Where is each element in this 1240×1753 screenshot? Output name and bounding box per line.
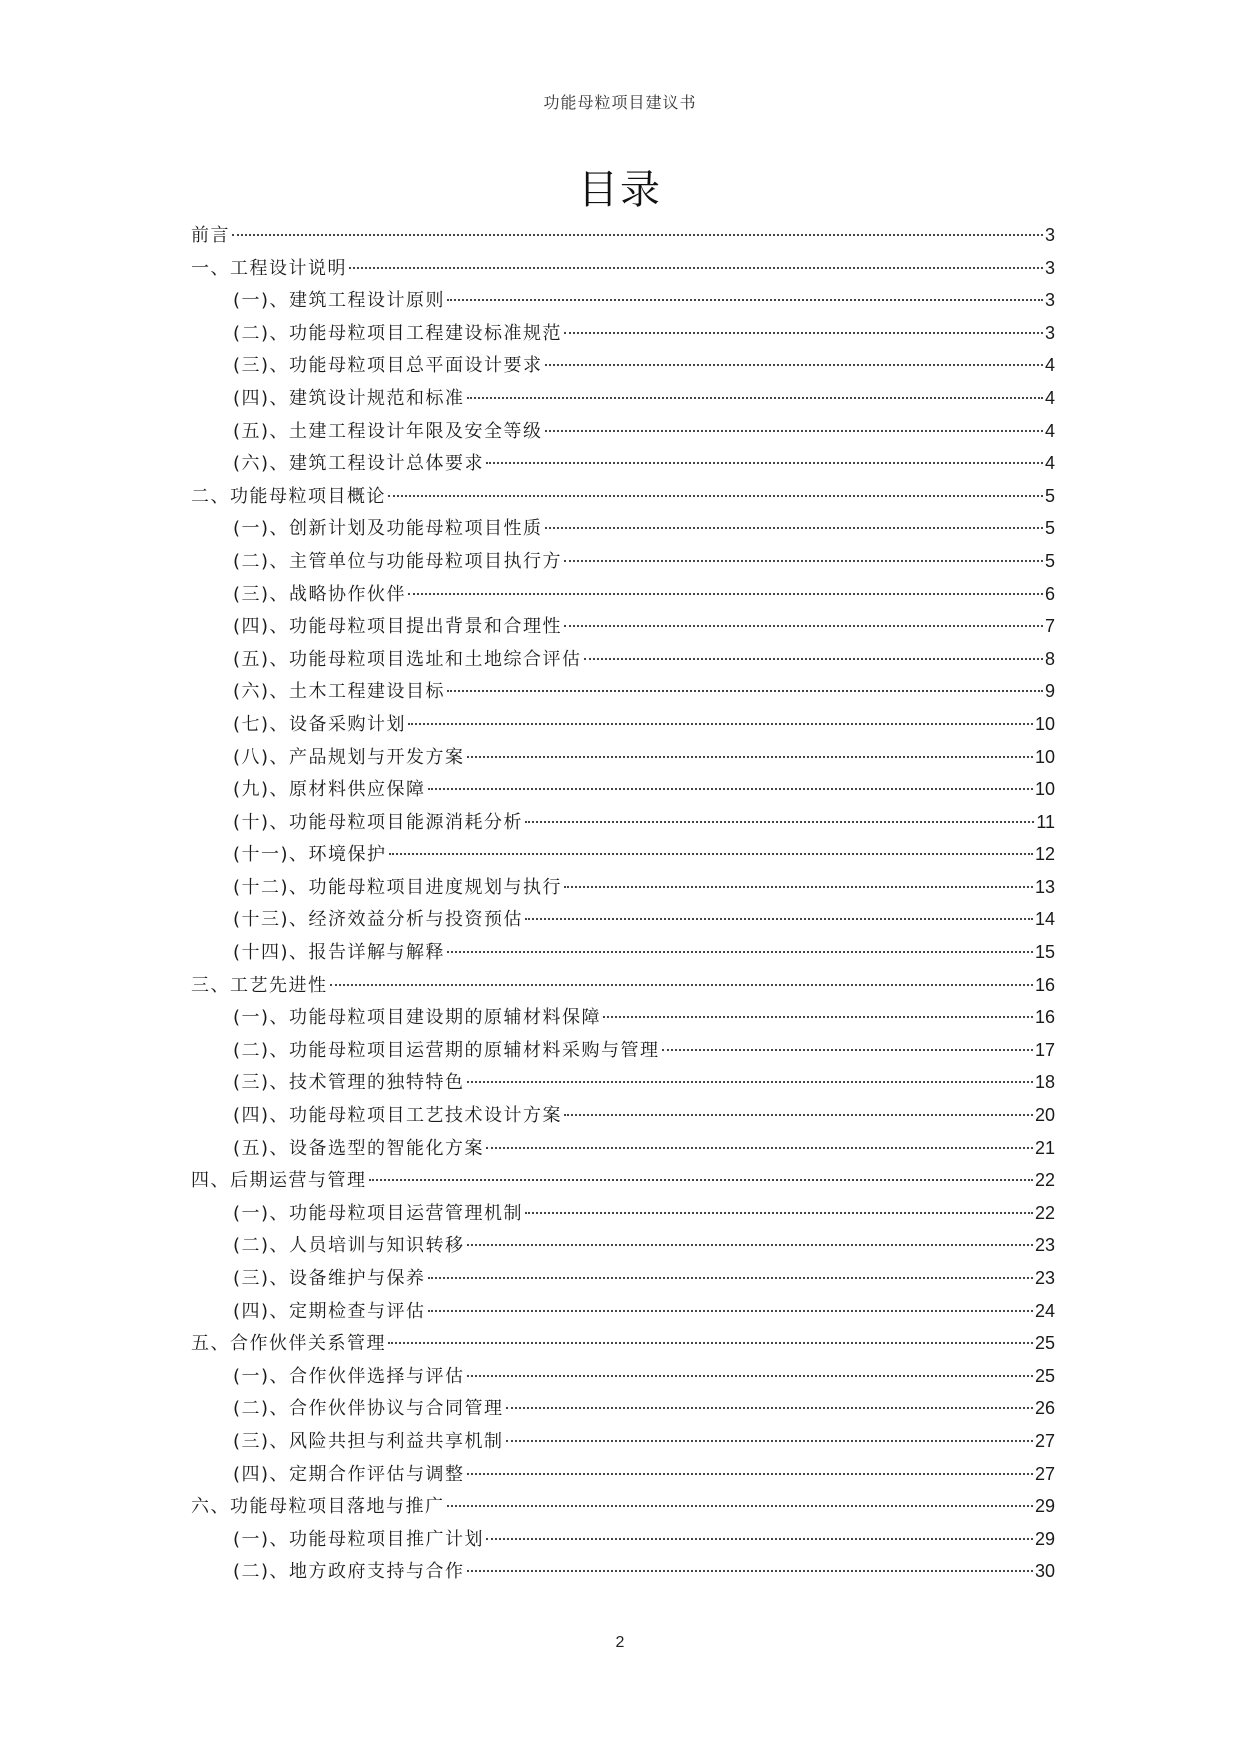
toc-entry-label: (三)、战略协作伙伴 [233,583,407,605]
toc-entry-page: 29 [1034,1528,1055,1549]
toc-dot-leader [330,984,1033,986]
toc-subsection-entry[interactable] [191,708,1055,741]
toc-entry-page: 29 [1034,1496,1055,1517]
toc-entry-page: 10 [1034,746,1055,767]
toc-dot-leader [428,1277,1033,1279]
toc-entry-label: 四、后期运营与管理 [191,1170,367,1192]
toc-subsection-entry[interactable] [191,1425,1055,1458]
toc-dot-leader [447,951,1033,953]
toc-entry-label: (六)、土木工程建设目标 [233,681,446,703]
toc-entry-page: 3 [1044,225,1055,245]
toc-entry-page: 13 [1034,876,1055,897]
toc-entry-label: (二)、主管单位与功能母粒项目执行方 [233,550,563,572]
toc-dot-leader [564,332,1043,334]
toc-dot-leader [525,918,1033,920]
toc-entry-page: 4 [1044,387,1055,408]
toc-section-entry[interactable] [191,252,1055,285]
toc-subsection-entry[interactable] [191,1099,1055,1132]
toc-entry-page: 3 [1044,322,1055,343]
toc-entry-page: 30 [1034,1561,1055,1582]
toc-entry-page: 17 [1034,1039,1055,1060]
toc-dot-leader [545,364,1043,366]
toc-entry-page: 23 [1034,1235,1055,1256]
toc-subsection-entry[interactable] [191,741,1055,774]
toc-subsection-entry[interactable] [191,1132,1055,1165]
toc-subsection-entry[interactable] [191,512,1055,545]
toc-entry-label: (二)、人员培训与知识转移 [233,1235,465,1257]
toc-subsection-entry[interactable] [191,1262,1055,1295]
toc-dot-leader [232,234,1043,236]
toc-entry-page: 18 [1034,1072,1055,1093]
toc-dot-leader [408,723,1033,725]
toc-entry-page: 24 [1034,1300,1055,1321]
toc-title: 目录 [578,167,662,213]
toc-subsection-entry[interactable] [191,447,1055,480]
toc-entry-label: (五)、土建工程设计年限及安全等级 [233,420,543,442]
toc-entry-page: 7 [1044,616,1055,637]
toc-dot-leader [467,1244,1033,1246]
toc-entry-page: 4 [1044,453,1055,474]
toc-entry-page: 3 [1044,290,1055,311]
toc-entry-page: 10 [1034,779,1055,800]
toc-dot-leader [525,821,1034,823]
toc-entry-page: 3 [1044,257,1055,278]
toc-entry-label: (一)、功能母粒项目建设期的原辅材料保障 [233,1007,602,1029]
toc-dot-leader [486,1147,1033,1149]
toc-dot-leader [428,788,1033,790]
toc-entry-label: 五、合作伙伴关系管理 [191,1333,386,1355]
toc-subsection-entry[interactable] [191,1066,1055,1099]
toc-entry-page: 26 [1034,1398,1055,1419]
toc-dot-leader [349,267,1043,269]
toc-entry-label: (一)、功能母粒项目运营管理机制 [233,1202,524,1224]
toc-entry-label: (十一)、环境保护 [233,844,387,866]
toc-dot-leader [467,397,1043,399]
toc-entry-label: (十)、功能母粒项目能源消耗分析 [233,811,524,833]
toc-entry-page: 9 [1044,681,1055,702]
toc-entry-label: (三)、功能母粒项目总平面设计要求 [233,355,543,377]
toc-dot-leader [388,1342,1033,1344]
toc-subsection-entry[interactable] [191,284,1055,317]
toc-subsection-entry[interactable] [191,936,1055,969]
toc-subsection-entry[interactable] [191,545,1055,578]
toc-subsection-entry[interactable] [191,415,1055,448]
toc-dot-leader [467,756,1033,758]
toc-entry-page: 20 [1034,1105,1055,1126]
toc-subsection-entry[interactable] [191,1001,1055,1034]
toc-dot-leader [428,1310,1033,1312]
toc-entry-label: (十四)、报告详解与解释 [233,942,446,964]
toc-entry-page: 14 [1034,909,1055,930]
toc-entry-page: 15 [1034,942,1055,963]
toc-entry-label: (五)、设备选型的智能化方案 [233,1137,485,1159]
toc-entry-page: 25 [1034,1333,1055,1354]
toc-dot-leader [447,1505,1033,1507]
toc-entry-label: (五)、功能母粒项目选址和土地综合评估 [233,648,582,670]
toc-entry-label: 一、工程设计说明 [191,257,347,279]
toc-entry-page: 21 [1034,1137,1055,1158]
toc-dot-leader [564,560,1043,562]
toc-entry-page: 11 [1036,811,1055,832]
toc-entry-page: 22 [1034,1170,1055,1191]
toc-dot-leader [564,886,1033,888]
toc-subsection-entry[interactable] [191,1034,1055,1067]
toc-entry-label: 三、工艺先进性 [191,974,328,996]
toc-dot-leader [662,1049,1033,1051]
toc-subsection-entry[interactable] [191,1229,1055,1262]
toc-dot-leader [467,1473,1033,1475]
toc-dot-leader [447,690,1043,692]
toc-subsection-entry[interactable] [191,349,1055,382]
toc-entry-label: (八)、产品规划与开发方案 [233,746,465,768]
toc-dot-leader [486,1538,1033,1540]
toc-entry-label: (一)、建筑工程设计原则 [233,290,446,312]
toc-dot-leader [564,625,1043,627]
toc-section-entry[interactable] [191,219,1055,252]
toc-entry-label: (四)、建筑设计规范和标准 [233,387,465,409]
toc-entry-page: 5 [1044,550,1055,571]
toc-dot-leader [486,462,1043,464]
toc-entry-label: (四)、功能母粒项目提出背景和合理性 [233,616,563,638]
toc-entry-page: 27 [1034,1430,1055,1451]
toc-subsection-entry[interactable] [191,1360,1055,1393]
toc-subsection-entry[interactable] [191,1295,1055,1328]
toc-entry-page: 4 [1044,420,1055,441]
toc-entry-label: (一)、功能母粒项目推广计划 [233,1528,485,1550]
toc-entry-label: (二)、功能母粒项目工程建设标准规范 [233,322,563,344]
toc-dot-leader [506,1407,1033,1409]
toc-dot-leader [388,495,1043,497]
toc-entry-page: 5 [1044,485,1055,506]
toc-dot-leader [467,1081,1033,1083]
toc-dot-leader [545,527,1043,529]
toc-entry-label: (三)、风险共担与利益共享机制 [233,1430,504,1452]
toc-subsection-entry[interactable] [191,773,1055,806]
toc-dot-leader [369,1179,1033,1181]
toc-entry-page: 8 [1044,648,1055,669]
toc-subsection-entry[interactable] [191,1197,1055,1230]
toc-subsection-entry[interactable] [191,903,1055,936]
toc-dot-leader [506,1440,1033,1442]
toc-subsection-entry[interactable] [191,382,1055,415]
toc-entry-page: 25 [1034,1365,1055,1386]
toc-entry-page: 16 [1034,974,1055,995]
toc-section-entry[interactable] [191,969,1055,1002]
toc-entry-label: (二)、合作伙伴协议与合同管理 [233,1398,504,1420]
toc-entry-label: (四)、定期合作评估与调整 [233,1463,465,1485]
toc-dot-leader [408,593,1043,595]
toc-subsection-entry[interactable] [191,610,1055,643]
toc-entry-label: (四)、功能母粒项目工艺技术设计方案 [233,1105,563,1127]
toc-subsection-entry[interactable] [191,643,1055,676]
toc-section-entry[interactable] [191,1164,1055,1197]
toc-entry-label: (四)、定期检查与评估 [233,1300,426,1322]
running-header: 功能母粒项目建议书 [543,93,697,112]
toc-entry-page: 23 [1034,1268,1055,1288]
toc-section-entry[interactable] [191,1327,1055,1360]
toc-subsection-entry[interactable] [191,1392,1055,1425]
toc-subsection-entry[interactable] [191,838,1055,871]
toc-entry-label: 六、功能母粒项目落地与推广 [191,1496,445,1518]
toc-entry-page: 4 [1044,355,1055,376]
toc-entry-page: 12 [1034,844,1055,865]
toc-dot-leader [525,1212,1033,1214]
toc-section-entry[interactable] [191,1490,1055,1523]
toc-entry-page: 27 [1034,1463,1055,1484]
toc-dot-leader [467,1570,1033,1572]
toc-entry-page: 5 [1044,518,1055,539]
toc-subsection-entry[interactable] [191,317,1055,350]
toc-entry-label: (一)、创新计划及功能母粒项目性质 [233,518,543,540]
toc-entry-label: (九)、原材料供应保障 [233,779,426,801]
toc-dot-leader [545,430,1043,432]
toc-entry-page: 16 [1034,1007,1055,1028]
toc-entry-label: (三)、设备维护与保养 [233,1268,426,1289]
toc-subsection-entry[interactable] [191,1555,1055,1588]
toc-dot-leader [584,658,1043,660]
toc-entry-label: (六)、建筑工程设计总体要求 [233,453,485,475]
toc-entry-label: (七)、设备采购计划 [233,713,407,735]
toc-entry-label: (二)、功能母粒项目运营期的原辅材料采购与管理 [233,1039,660,1061]
toc-entry-label: 前言 [191,225,230,246]
toc-subsection-entry[interactable] [191,806,1055,839]
toc-dot-leader [564,1114,1033,1116]
table-of-contents [191,219,1055,1588]
toc-subsection-entry[interactable] [191,675,1055,708]
toc-entry-label: (三)、技术管理的独特特色 [233,1072,465,1094]
toc-entry-page: 10 [1034,713,1055,734]
toc-subsection-entry[interactable] [191,1458,1055,1491]
toc-subsection-entry[interactable] [191,1523,1055,1556]
toc-dot-leader [447,299,1043,301]
toc-entry-page: 6 [1044,583,1055,604]
toc-dot-leader [603,1016,1033,1018]
toc-dot-leader [467,1375,1033,1377]
toc-dot-leader [389,853,1033,855]
toc-entry-label: (十三)、经济效益分析与投资预估 [233,909,524,931]
toc-subsection-entry[interactable] [191,578,1055,611]
toc-entry-page: 22 [1034,1202,1055,1223]
page-number: 2 [615,1634,625,1651]
toc-entry-label: (一)、合作伙伴选择与评估 [233,1365,465,1387]
toc-section-entry[interactable] [191,480,1055,513]
toc-entry-label: (二)、地方政府支持与合作 [233,1561,465,1583]
toc-entry-label: (十二)、功能母粒项目进度规划与执行 [233,876,563,898]
toc-entry-label: 二、功能母粒项目概论 [191,485,386,507]
toc-subsection-entry[interactable] [191,871,1055,904]
